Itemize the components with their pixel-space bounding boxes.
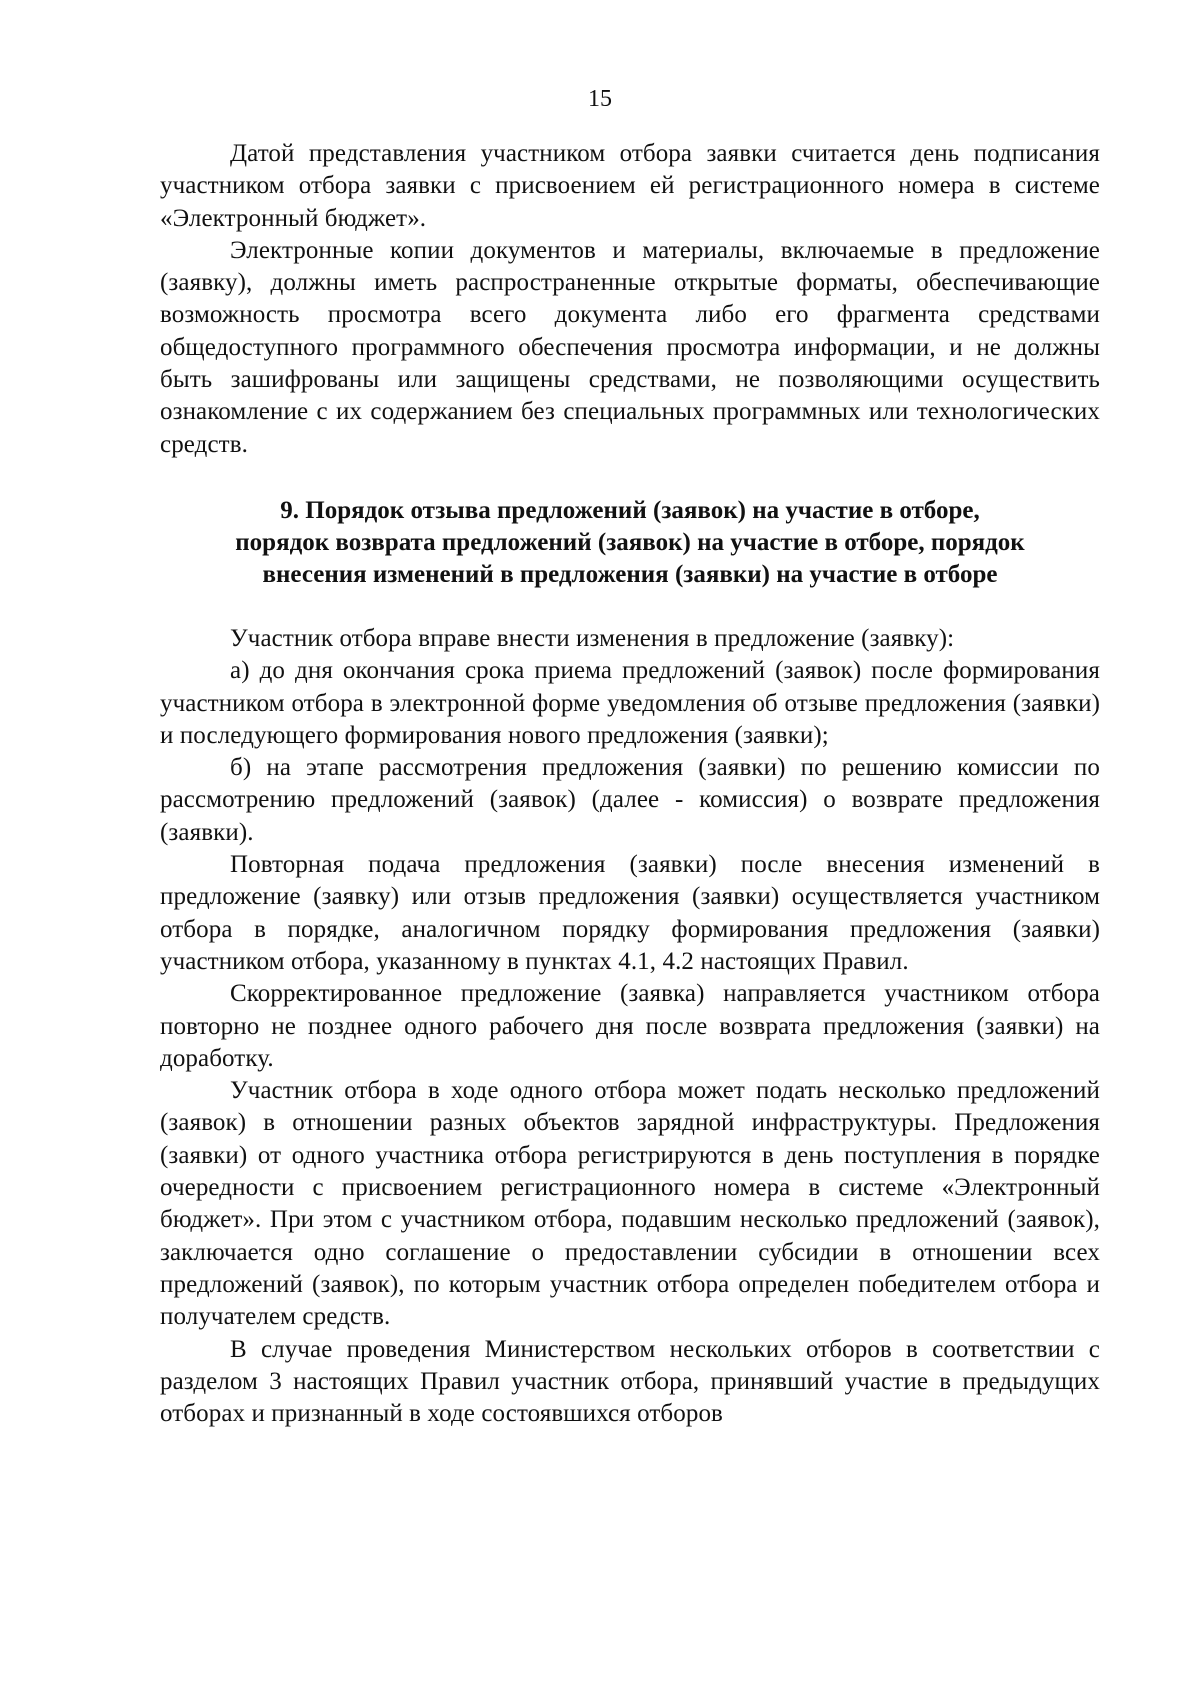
paragraph-corrected-application: Скорректированное предложение (заявка) направляется участником отбора повторно не позднее одного рабочего дня после возврата предложения (заявки) на доработку.	[160, 980, 1100, 1072]
section-heading-line: 9. Порядок отзыва предложений (заявок) на участие в отборе,	[280, 496, 980, 524]
document-body	[160, 138, 1100, 1430]
section-heading-line: внесения изменений в предложения (заявки) на участие в отборе	[262, 560, 998, 588]
paragraph-changes-intro: Участник отбора вправе внести изменения в предложение (заявку):	[230, 624, 955, 652]
paragraph-multiple-selections: В случае проведения Министерством нескольких отборов в соответствии с разделом 3 настоящих Правил участник отбора, принявший участие в предыдущих отборах и признанный в ходе состоявшихся отборов	[160, 1335, 1100, 1428]
paragraph-multiple-applications: Участник отбора в ходе одного отбора может подать несколько предложений (заявок) в отношении разных объектов зарядной инфраструктуры. Предложения (заявки) от одного участника отбора регистрируются в день поступления в порядке очередности с присвоением регистрационного номера в системе «Электронный бюджет». При этом с участником отбора, подавшим несколько предложений (заявок), заключается одно соглашение о предоставлении субсидии в отношении всех предложений (заявок), по которым участник отбора определен победителем отбора и получателем средств.	[160, 1077, 1100, 1331]
section-heading	[160, 495, 1100, 591]
page-number: 15	[588, 86, 612, 112]
paragraph-submission-date: Датой представления участником отбора заявки считается день подписания участником отбора заявки с присвоением ей регистрационного номера в системе «Электронный бюджет».	[160, 140, 1100, 232]
paragraph-electronic-copies: Электронные копии документов и материалы, включаемые в предложение (заявку), должны иметь распространенные открытые форматы, обеспечивающие возможность просмотра всего документа либо его фрагмента средствами общедоступного программного обеспечения просмотра информации, и не должны быть зашифрованы или защищены средствами, не позволяющими осуществить ознакомление с их содержанием без специальных программных или технологических средств.	[160, 236, 1100, 458]
paragraph-resubmission: Повторная подача предложения (заявки) после внесения изменений в предложение (заявку) или отзыв предложения (заявки) осуществляется участником отбора в порядке, аналогичном порядку формирования предложения (заявки) участником отбора, указанному в пунктах 4.1, 4.2 настоящих Правил.	[160, 851, 1100, 975]
paragraph-item-a: а) до дня окончания срока приема предложений (заявок) после формирования участником отбора в электронной форме уведомления об отзыве предложения (заявки) и последующего формирования нового предложения (заявки);	[160, 657, 1100, 749]
paragraph-item-b: б) на этапе рассмотрения предложения (заявки) по решению комиссии по рассмотрению предложений (заявок) (далее - комиссия) о возврате предложения (заявки).	[160, 754, 1100, 846]
section-heading-line: порядок возврата предложений (заявок) на участие в отборе, порядок	[235, 528, 1025, 556]
